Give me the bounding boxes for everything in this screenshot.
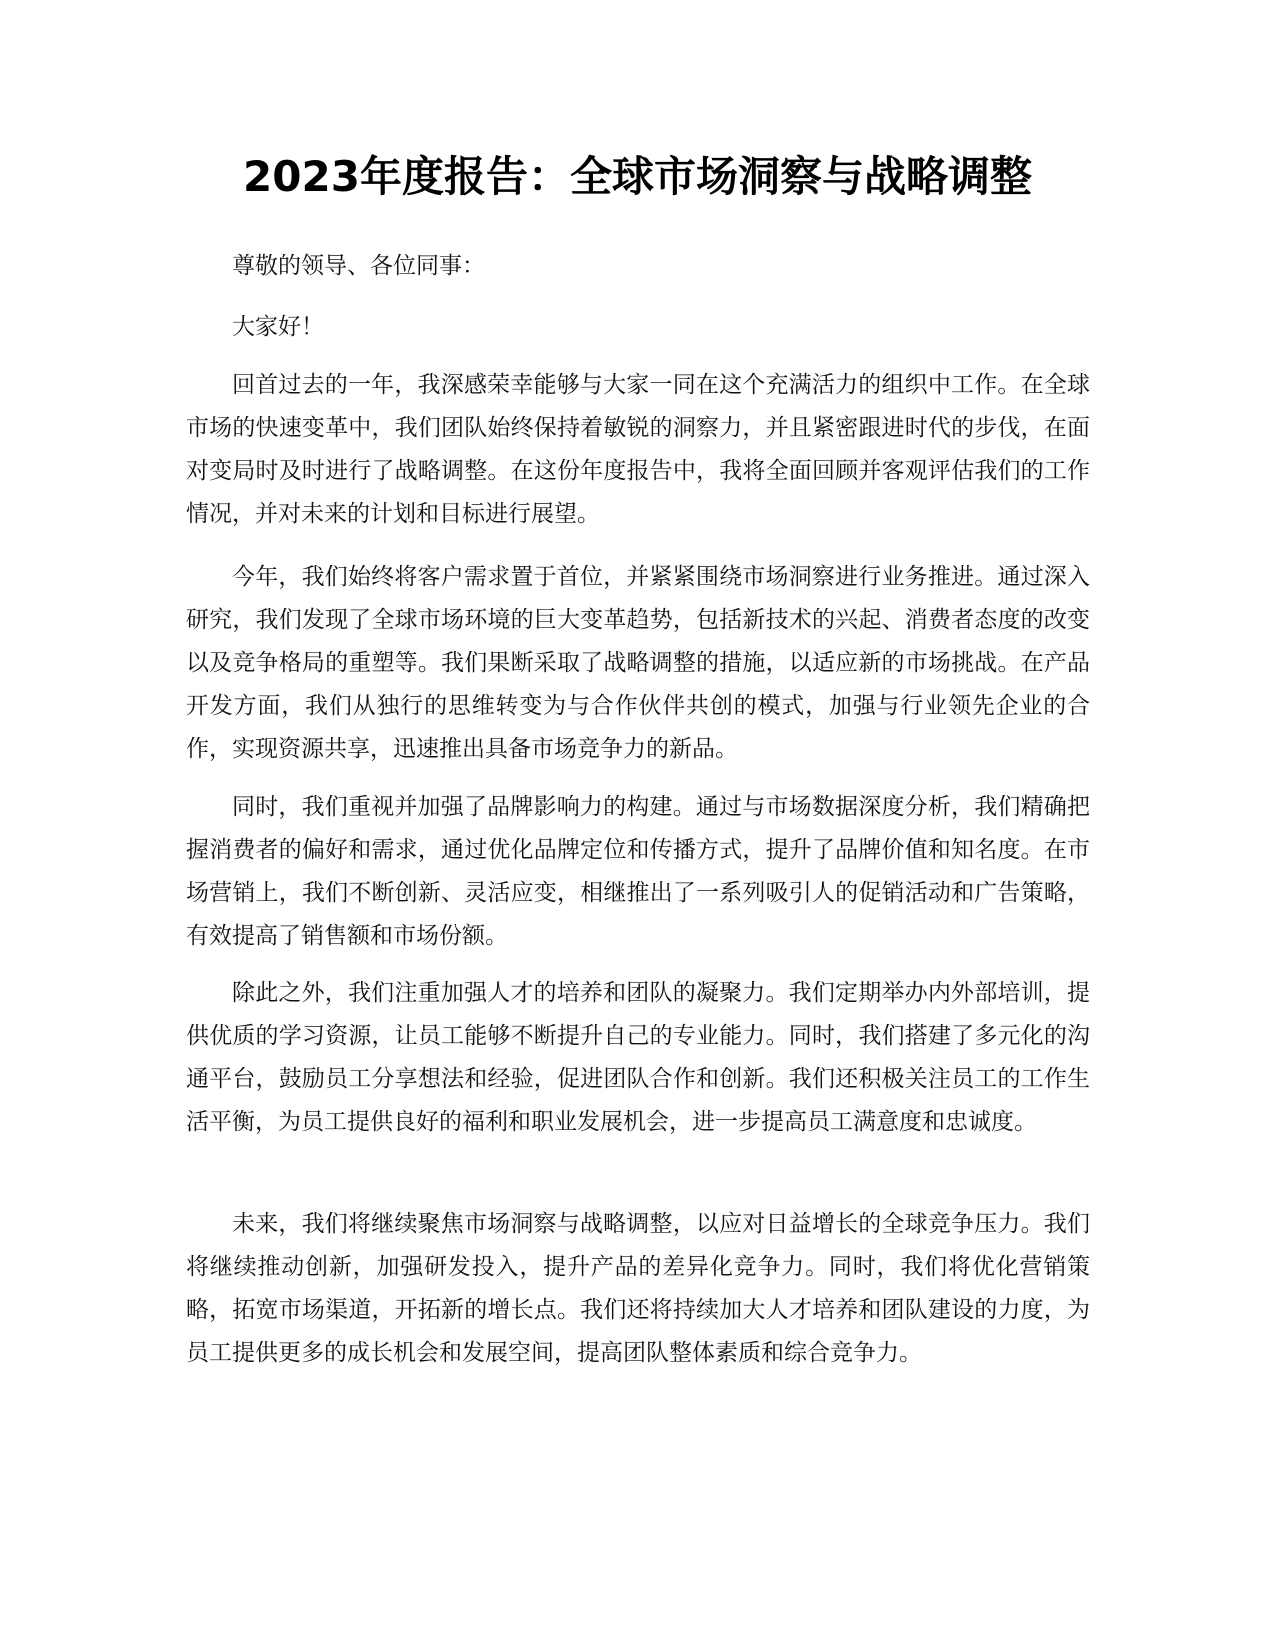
- paragraph-talent: 除此之外，我们注重加强人才的培养和团队的凝聚力。我们定期举办内外部培训，提供优质的学习资源，让员工能够不断提升自己的专业能力。同时，我们搭建了多元化的沟通平台，鼓励员工分享想法和经验，促进团队合作和创新。我们还积极关注员工的工作生活平衡，为员工提供良好的福利和职业发展机会，进一步提高员工满意度和忠诚度。: [186, 980, 1090, 1135]
- salutation: 尊敬的领导、各位同事：: [232, 253, 485, 279]
- paragraph-2-block: [186, 556, 1090, 771]
- paragraph-review: 回首过去的一年，我深感荣幸能够与大家一同在这个充满活力的组织中工作。在全球市场的快速变革中，我们团队始终保持着敏锐的洞察力，并且紧密跟进时代的步伐，在面对变局时及时进行了战略调整。在这份年度报告中，我将全面回顾并客观评估我们的工作情况，并对未来的计划和目标进行展望。: [186, 372, 1090, 527]
- paragraph-1-block: [186, 364, 1090, 536]
- paragraph-5-block: [186, 1203, 1090, 1375]
- paragraph-future: 未来，我们将继续聚焦市场洞察与战略调整，以应对日益增长的全球竞争压力。我们将继续推动创新，加强研发投入，提升产品的差异化竞争力。同时，我们将优化营销策略，拓宽市场渠道，开拓新的增长点。我们还将持续加大人才培养和团队建设的力度，为员工提供更多的成长机会和发展空间，提高团队整体素质和综合竞争力。: [186, 1211, 1090, 1366]
- page-title: 2023年度报告：全球市场洞察与战略调整: [243, 152, 1032, 201]
- paragraph-3-block: [186, 786, 1090, 958]
- paragraph-4-block: [186, 972, 1090, 1144]
- paragraph-market-insight: 今年，我们始终将客户需求置于首位，并紧紧围绕市场洞察进行业务推进。通过深入研究，我们发现了全球市场环境的巨大变革趋势，包括新技术的兴起、消费者态度的改变以及竞争格局的重塑等。我们果断采取了战略调整的措施，以适应新的市场挑战。在产品开发方面，我们从独行的思维转变为与合作伙伴共创的模式，加强与行业领先企业的合作，实现资源共享，迅速推出具备市场竞争力的新品。: [186, 564, 1090, 762]
- greeting: 大家好！: [232, 314, 324, 340]
- salutation-block: [186, 245, 1090, 288]
- greeting-block: [186, 306, 1090, 349]
- paragraph-brand: 同时，我们重视并加强了品牌影响力的构建。通过与市场数据深度分析，我们精确把握消费者的偏好和需求，通过优化品牌定位和传播方式，提升了品牌价值和知名度。在市场营销上，我们不断创新、灵活应变，相继推出了一系列吸引人的促销活动和广告策略，有效提高了销售额和市场份额。: [186, 794, 1090, 949]
